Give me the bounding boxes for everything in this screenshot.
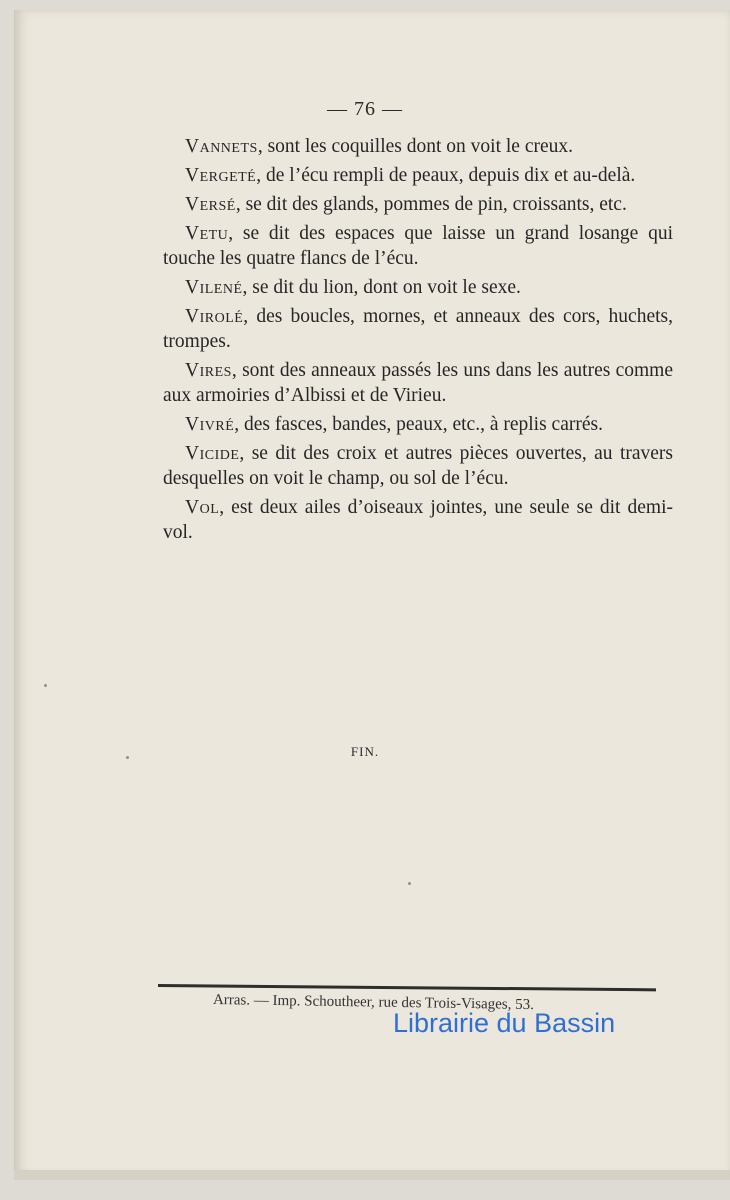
entry-definition: , de l’écu rempli de peaux, depuis dix et au-delà. [256, 165, 636, 186]
entry-definition: , se dit des croix et autres pièces ouvertes, au travers desquelles on voit le champ, ou sol de l’écu. [163, 443, 673, 489]
entry-headword: Vol [185, 497, 220, 518]
glossary-entry [163, 275, 673, 300]
glossary-entry [163, 495, 673, 545]
entry-headword: Vergeté [185, 165, 257, 186]
watermark-text: Librairie du Bassin [393, 1008, 616, 1038]
glossary-entry [163, 134, 673, 159]
entry-headword: Vetu [185, 223, 229, 244]
glossary-entry [163, 441, 673, 491]
glossary-entry [163, 412, 673, 437]
page-number: — 76 — [327, 98, 403, 120]
entry-definition: , est deux ailes d’oiseaux jointes, une seule se dit demi-vol. [163, 497, 673, 543]
glossary-entry [163, 221, 673, 271]
paper-speck [408, 882, 411, 885]
entry-definition: , des fasces, bandes, peaux, etc., à replis carrés. [234, 414, 603, 435]
entry-headword: Vilené [185, 277, 243, 298]
paper-speck [126, 756, 129, 759]
glossary-entry [163, 304, 673, 354]
entry-definition: , se dit des glands, pommes de pin, croissants, etc. [235, 194, 627, 215]
entry-definition: , se dit du lion, dont on voit le sexe. [242, 277, 521, 298]
glossary-entry [163, 163, 673, 188]
entry-headword: Vivré [185, 414, 235, 435]
entry-headword: Virolé [185, 306, 244, 327]
end-marker: FIN. [350, 744, 380, 759]
entry-definition: , des boucles, mornes, et anneaux des cors, huchets, trompes. [163, 306, 673, 352]
entry-definition: , sont des anneaux passés les uns dans les autres comme aux armoiries d’Albissi et de Virieu. [163, 360, 673, 406]
entry-headword: Vannets [185, 136, 258, 157]
entry-headword: Vires [185, 360, 232, 381]
entry-definition: , sont les coquilles dont on voit le creux. [257, 136, 574, 157]
entry-headword: Versé [185, 194, 236, 215]
printer-imprint: Arras. — Imp. Schoutheer, rue des Trois-Visages, 53. [212, 992, 535, 1014]
glossary-entry [163, 192, 673, 217]
page-edge [14, 1170, 730, 1180]
entry-headword: Vicide [185, 443, 240, 464]
glossary-entry [163, 358, 673, 408]
glossary-text [163, 134, 673, 549]
entry-definition: , se dit des espaces que laisse un grand losange qui touche les quatre flancs de l’écu. [163, 223, 673, 269]
paper-speck [44, 684, 47, 687]
